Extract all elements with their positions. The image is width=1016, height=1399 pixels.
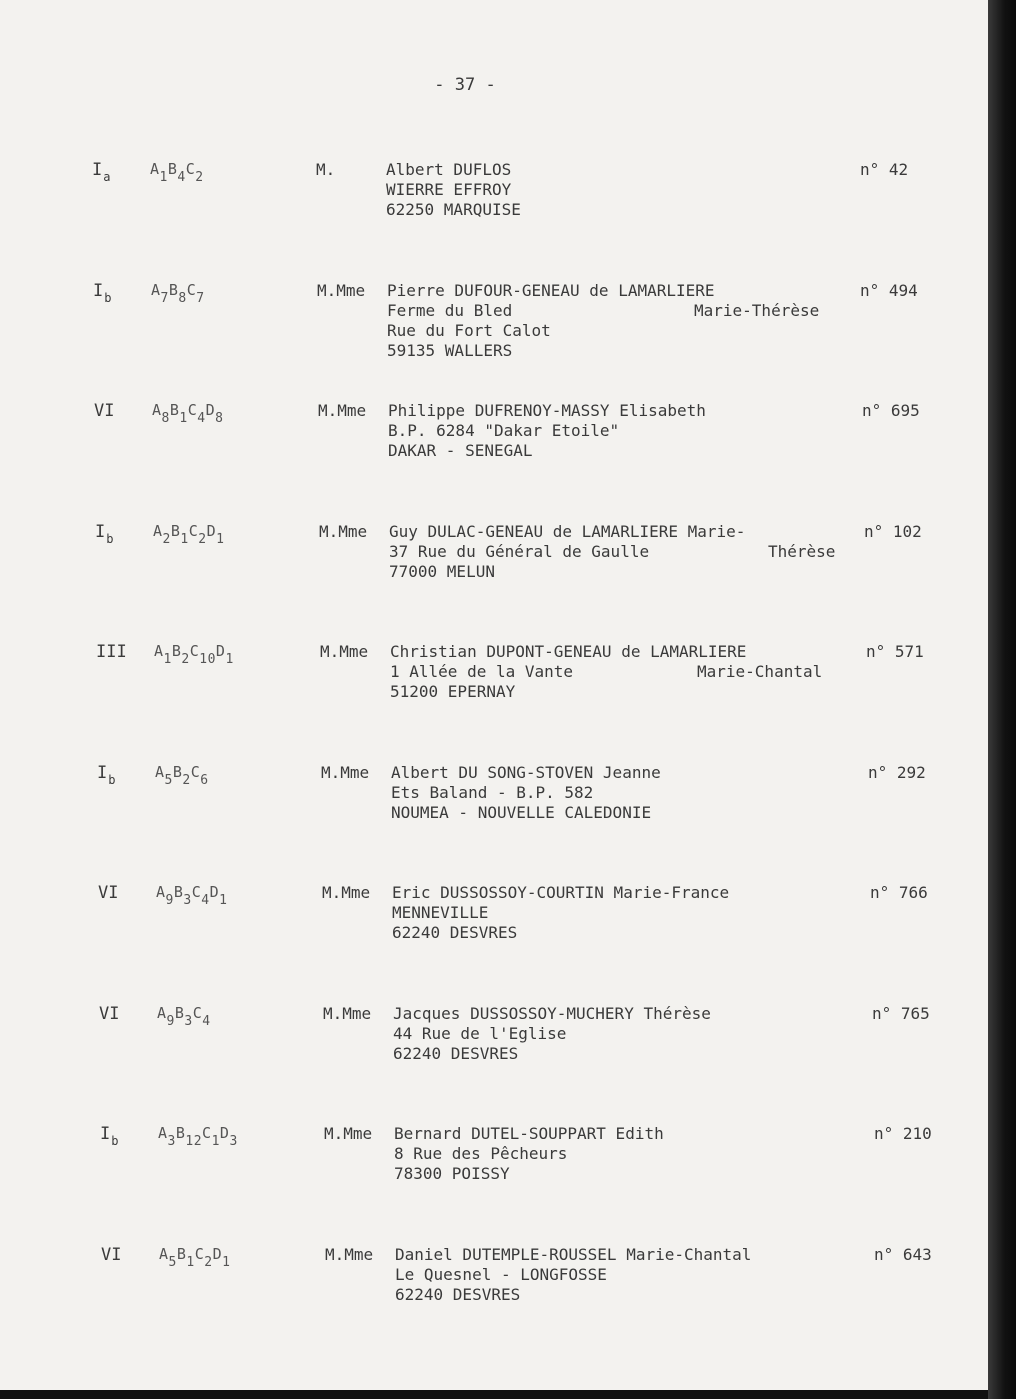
scan-edge-bottom [0, 1390, 988, 1399]
code-letter: D [205, 401, 216, 419]
code-letter: C [190, 762, 201, 781]
lineage-code [150, 160, 204, 185]
code-index: 10 [199, 652, 216, 667]
lineage-code [151, 281, 205, 306]
code-letter: A [155, 762, 165, 781]
name-line: Philippe DUFRENOY-MASSY Elisabeth [388, 401, 706, 420]
code-letter: B [172, 762, 183, 781]
code-index: 1 [179, 411, 188, 426]
entry-row [0, 1124, 988, 1204]
civility: M.Mme [321, 762, 370, 782]
group-numeral: I [95, 521, 106, 542]
code-letter: C [186, 280, 197, 299]
code-letter: D [212, 1244, 223, 1263]
code-index: 1 [180, 531, 189, 547]
group-subscript: b [108, 772, 116, 787]
code-index: 2 [195, 170, 204, 185]
group-numeral: I [97, 762, 108, 783]
code-index: 1 [186, 1254, 195, 1270]
address-line: 62240 DESVRES [395, 1284, 521, 1304]
address-line: DAKAR - SENEGAL [388, 441, 533, 460]
entry-number: n° 102 [864, 521, 922, 541]
entry-row [0, 1245, 988, 1325]
entry-number: n° 695 [862, 401, 920, 420]
code-index: 12 [185, 1134, 203, 1149]
civility: M.Mme [324, 1124, 373, 1143]
group-subscript: b [106, 531, 114, 546]
entry-number: n° 765 [872, 1003, 930, 1023]
code-index: 3 [183, 893, 192, 908]
civility: M.Mme [325, 1244, 374, 1264]
code-letter: C [192, 1003, 203, 1022]
spouse-name-continuation: Thérèse [768, 541, 836, 561]
entry-row [0, 522, 988, 602]
code-letter: A [153, 521, 163, 540]
address-line: 37 Rue du Général de Gaulle [389, 541, 650, 561]
code-letter: B [173, 883, 184, 901]
code-index: 2 [182, 772, 191, 788]
address-line: 44 Rue de l'Eglise [393, 1023, 567, 1043]
lineage-code [153, 522, 224, 547]
entry-number: n° 292 [868, 762, 926, 782]
entry-number: n° 494 [860, 280, 918, 300]
name-line: Pierre DUFOUR-GENEAU de LAMARLIERE [387, 280, 715, 300]
name-line: Guy DULAC-GENEAU de LAMARLIERE Marie- [389, 521, 746, 541]
address-line: 62240 DESVRES [393, 1043, 519, 1063]
name-line: Jacques DUSSOSSOY-MUCHERY Thérèse [393, 1003, 711, 1023]
code-index: 1 [163, 652, 172, 667]
address-line: 51200 EPERNAY [390, 682, 516, 701]
code-index: 2 [204, 1254, 213, 1270]
code-letter: B [170, 521, 181, 540]
code-letter: A [158, 1124, 168, 1142]
code-index: 6 [200, 772, 209, 788]
civility: M.Mme [318, 401, 367, 420]
civility: M.Mme [317, 280, 366, 300]
entry-row [0, 642, 988, 722]
group-label [100, 1124, 118, 1148]
code-index: 8 [178, 290, 187, 306]
address-line: Le Quesnel - LONGFOSSE [395, 1264, 607, 1284]
code-index: 1 [225, 652, 234, 667]
code-letter: B [176, 1244, 187, 1263]
code-letter: D [215, 642, 226, 660]
code-index: 1 [216, 531, 225, 547]
code-letter: A [151, 280, 161, 299]
lineage-code [158, 1124, 238, 1149]
address-line: Rue du Fort Calot [387, 320, 551, 340]
address-line: 1 Allée de la Vante [390, 662, 574, 681]
civility: M.Mme [323, 1003, 372, 1023]
group-label [97, 763, 115, 787]
address-line: 8 Rue des Pêcheurs [394, 1144, 568, 1163]
name-line: Albert DU SONG-STOVEN Jeanne [391, 762, 661, 782]
group-numeral: VI [98, 883, 119, 903]
code-letter: C [187, 401, 198, 419]
entry-row [0, 281, 988, 361]
entry-row [0, 160, 988, 240]
code-letter: A [157, 1003, 167, 1022]
group-label [95, 522, 113, 546]
code-index: 8 [161, 411, 170, 426]
code-index: 1 [222, 1254, 231, 1270]
address-line: Ets Baland - B.P. 582 [391, 782, 594, 802]
code-index: 5 [168, 1254, 177, 1270]
entry-number: n° 42 [860, 160, 909, 179]
code-index: 7 [160, 290, 169, 306]
code-index: 4 [201, 893, 210, 908]
code-letter: B [167, 160, 178, 178]
code-letter: B [175, 1124, 186, 1142]
group-numeral: VI [94, 401, 115, 421]
code-letter: D [219, 1124, 230, 1142]
code-index: 4 [202, 1013, 211, 1029]
group-label [98, 883, 118, 903]
code-letter: B [174, 1003, 185, 1022]
entry-row [0, 401, 988, 481]
code-index: 3 [184, 1013, 193, 1029]
code-index: 3 [167, 1134, 176, 1149]
code-letter: A [152, 401, 162, 419]
entry-number: n° 766 [870, 883, 928, 902]
entry-number: n° 643 [874, 1244, 932, 1264]
code-index: 5 [164, 772, 173, 788]
code-letter: A [159, 1244, 169, 1263]
name-line: Bernard DUTEL-SOUPPART Edith [394, 1124, 664, 1143]
code-index: 2 [162, 531, 171, 547]
lineage-code [156, 883, 227, 908]
code-letter: D [206, 521, 217, 540]
address-line: 62240 DESVRES [392, 923, 518, 942]
code-index: 8 [215, 411, 224, 426]
entry-row [0, 883, 988, 963]
group-numeral: I [100, 1124, 111, 1144]
group-numeral: III [96, 642, 127, 662]
group-label [93, 281, 111, 305]
name-line: Albert DUFLOS [386, 160, 512, 179]
group-subscript: b [104, 290, 112, 305]
name-line: Daniel DUTEMPLE-ROUSSEL Marie-Chantal [395, 1244, 752, 1264]
address-line: NOUMEA - NOUVELLE CALEDONIE [391, 802, 652, 822]
code-letter: B [168, 280, 179, 299]
name-line: Eric DUSSOSSOY-COURTIN Marie-France [392, 883, 730, 902]
code-letter: C [189, 642, 200, 660]
code-index: 9 [165, 893, 174, 908]
spouse-name-continuation: Marie-Thérèse [694, 300, 820, 320]
group-subscript: b [111, 1134, 119, 1148]
scan-edge-right [988, 0, 1016, 1399]
group-numeral: VI [99, 1003, 120, 1024]
code-index: 1 [159, 170, 168, 185]
group-numeral: I [93, 280, 104, 301]
code-letter: C [191, 883, 202, 901]
code-index: 2 [181, 652, 190, 667]
code-index: 1 [211, 1134, 220, 1149]
code-index: 7 [196, 290, 205, 306]
code-letter: C [194, 1244, 205, 1263]
civility: M. [316, 160, 336, 179]
code-index: 9 [166, 1013, 175, 1029]
code-letter: A [156, 883, 166, 901]
code-index: 2 [198, 531, 207, 547]
address-line: B.P. 6284 "Dakar Etoile" [388, 421, 620, 440]
group-label [94, 401, 114, 421]
group-numeral: I [92, 160, 103, 180]
code-letter: A [154, 642, 164, 660]
code-letter: C [185, 160, 196, 178]
code-letter: B [171, 642, 182, 660]
code-index: 1 [219, 893, 228, 908]
address-line: 78300 POISSY [394, 1164, 510, 1183]
group-label [96, 642, 127, 662]
page-number: - 37 - [434, 75, 496, 95]
civility: M.Mme [320, 642, 369, 661]
code-letter: A [150, 160, 160, 178]
lineage-code [155, 763, 209, 788]
lineage-code [157, 1004, 211, 1029]
code-letter: C [188, 521, 199, 540]
group-subscript: a [103, 170, 111, 184]
spouse-name-continuation: Marie-Chantal [697, 662, 823, 681]
code-letter: D [209, 883, 220, 901]
group-label [92, 160, 110, 184]
entry-number: n° 571 [866, 642, 924, 661]
group-label [101, 1245, 121, 1265]
code-index: 4 [197, 411, 206, 426]
entry-row [0, 763, 988, 843]
address-line: 59135 WALLERS [387, 340, 513, 360]
civility: M.Mme [322, 883, 371, 902]
code-index: 3 [229, 1134, 238, 1149]
code-index: 4 [177, 170, 186, 185]
lineage-code [152, 401, 223, 426]
group-numeral: VI [101, 1244, 122, 1265]
entry-row [0, 1004, 988, 1084]
code-letter: B [169, 401, 180, 419]
code-letter: C [202, 1124, 212, 1142]
lineage-code [159, 1245, 230, 1270]
address-line: MENNEVILLE [392, 903, 489, 922]
address-line: 77000 MELUN [389, 561, 495, 581]
address-line: WIERRE EFFROY [386, 180, 512, 199]
entry-number: n° 210 [874, 1124, 932, 1143]
address-line: Ferme du Bled [387, 300, 513, 320]
lineage-code [154, 642, 234, 667]
civility: M.Mme [319, 521, 368, 541]
address-line: 62250 MARQUISE [386, 200, 521, 219]
group-label [99, 1004, 119, 1024]
name-line: Christian DUPONT-GENEAU de LAMARLIERE [390, 642, 747, 661]
